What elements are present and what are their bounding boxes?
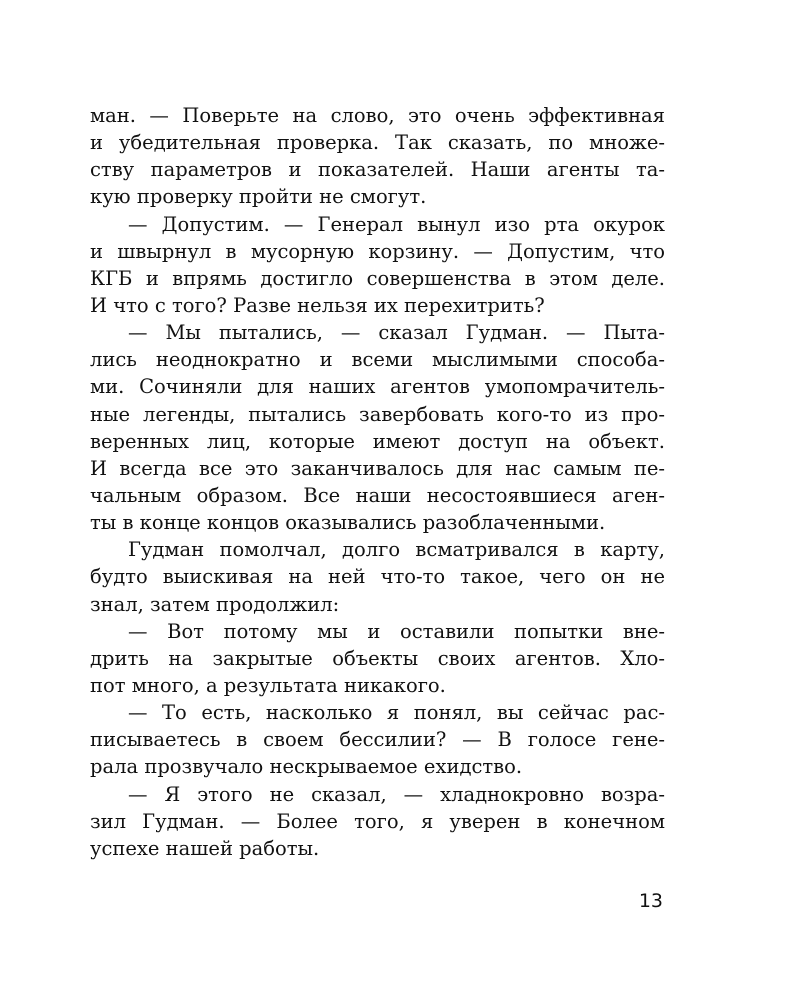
text-line: — Вот потому мы и оставили попытки вне- [128,619,665,643]
text-line: И что с того? Разве нельзя их перехитрить? [90,293,545,317]
page-number: 13 [638,890,663,912]
text-line: лись неоднократно и всеми мыслимыми способа- [90,348,665,372]
text-line: кую проверку пройти не смогут. [90,185,427,209]
text-line: — Мы пытались, — сказал Гудман. — Пыта- [128,321,665,345]
text-line: зил Гудман. — Более того, я уверен в конечном [90,809,665,833]
text-line: ные легенды, пытались завербовать кого-то из про- [90,402,665,426]
text-line: и убедительная проверка. Так сказать, по множе- [90,131,665,155]
text-line: Гудман помолчал, долго всматривался в карту, [128,538,665,562]
text-line: ми. Сочиняли для наших агентов умопомрачитель- [90,375,665,399]
text-line: ты в конце концов оказывались разоблаченными. [90,511,606,535]
text-line: рала прозвучало нескрываемое ехидство. [90,755,523,779]
text-line: ман. — Поверьте на слово, это очень эффективная [90,104,665,127]
text-line: чальным образом. Все наши несостоявшиеся аген- [90,483,665,507]
text-line: КГБ и впрямь достигло совершенства в этом деле. [90,266,665,290]
text-line: И всегда все это заканчивалось для нас самым пе- [90,456,665,480]
text-line: веренных лиц, которые имеют доступ на объект. [90,429,665,453]
text-line: и швырнул в мусорную корзину. — Допустим, что [90,239,665,263]
text-line: — Допустим. — Генерал вынул изо рта окурок [128,212,665,236]
body-text [90,102,665,862]
text-line: знал, затем продолжил: [90,592,340,616]
text-line: — Я этого не сказал, — хладнокровно возра- [128,782,665,806]
text-line: ству параметров и показателей. Наши агенты та- [90,158,665,182]
text-line: дрить на закрытые объекты своих агентов. Хло- [90,646,665,670]
text-line: успехе нашей работы. [90,836,320,860]
text-line: — То есть, насколько я понял, вы сейчас рас- [128,701,665,725]
text-line: писываетесь в своем бессилии? — В голосе гене- [90,728,665,752]
text-line: будто выискивая на ней что-то такое, чего он не [90,565,665,589]
text-line: пот много, а результата никакого. [90,673,446,697]
